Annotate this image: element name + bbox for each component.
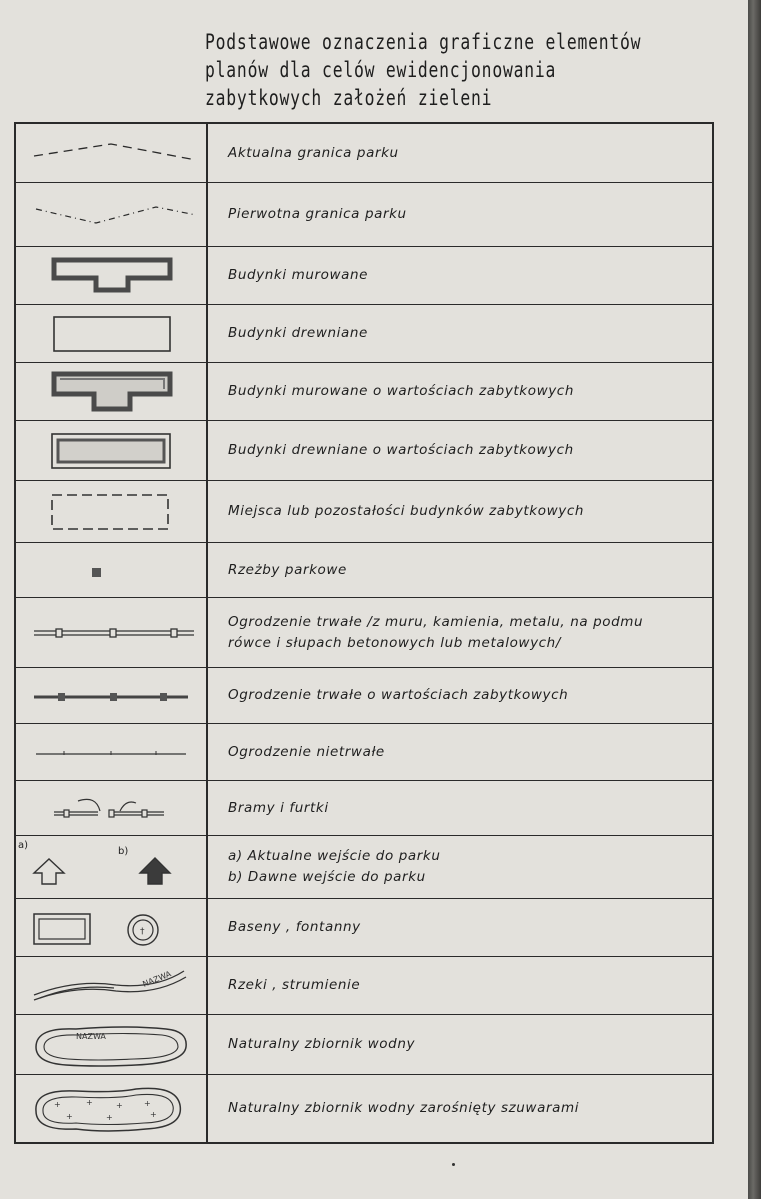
dash-dot-line-symbol — [16, 183, 206, 246]
legend-row-historic-fence — [16, 668, 712, 724]
label-line-2: rówce i słupach betonowych lub metalowych/ — [228, 634, 561, 651]
svg-text:+: + — [66, 1112, 73, 1121]
legend-row-entrances — [16, 836, 712, 899]
legend-label: Rzeki , strumienie — [228, 977, 361, 993]
legend-label: Naturalny zbiornik wodny zarośnięty szuwarami — [228, 1100, 580, 1116]
legend-label: Naturalny zbiornik wodny — [228, 1036, 416, 1052]
mark-a: a) — [18, 840, 29, 851]
dash-line-symbol — [16, 124, 206, 182]
fence-thin-line-symbol — [16, 724, 206, 780]
legend-label: Budynki murowane o wartościach zabytkowych — [228, 383, 574, 399]
label-line-1: Ogrodzenie trwałe /z muru, kamienia, metalu, na podmu — [228, 613, 644, 630]
document-title — [205, 28, 642, 112]
legend-row-permanent-fence — [16, 598, 712, 668]
legend-row-rivers — [16, 957, 712, 1015]
legend-label — [228, 598, 706, 667]
ink-dot — [452, 1163, 455, 1166]
svg-text:+: + — [86, 1098, 93, 1107]
legend-label: Rzeżby parkowe — [228, 561, 347, 578]
sculpture-symbol — [16, 543, 206, 597]
historic-wooden-building-symbol — [16, 421, 206, 480]
legend-row-gates — [16, 781, 712, 836]
legend-label: Budynki drewniane o wartościach zabytkowych — [228, 442, 574, 458]
reedy-pond-symbol — [16, 1075, 206, 1142]
legend-label: Ogrodzenie nietrwałe — [228, 743, 385, 760]
svg-text:+: + — [106, 1113, 113, 1122]
legend-row-wooden-buildings — [16, 305, 712, 363]
legend-label: Pierwotna granica parku — [228, 206, 407, 222]
dashed-rectangle-symbol — [16, 481, 206, 542]
legend-row-temporary-fence — [16, 724, 712, 781]
legend-row-original-boundary — [16, 183, 712, 247]
legend-row-historic-wooden — [16, 421, 712, 481]
legend-row-reedy-pond — [16, 1075, 712, 1142]
mark-b: b) — [118, 846, 129, 857]
gate-arc-symbol — [16, 781, 206, 835]
legend-row-current-boundary — [16, 124, 712, 183]
entrance-arrows-symbol — [16, 836, 206, 898]
svg-text:+: + — [54, 1100, 61, 1109]
pool-fountain-symbol — [16, 899, 206, 956]
legend-row-historic-brick — [16, 363, 712, 421]
legend-label: Baseny , fontanny — [228, 919, 361, 935]
svg-text:+: + — [144, 1099, 151, 1108]
title-line-3: zabytkowych założeń zieleni — [205, 86, 493, 110]
brick-building-symbol — [16, 247, 206, 304]
svg-text:†: † — [140, 927, 145, 937]
legend-row-natural-pond — [16, 1015, 712, 1075]
legend-label: Budynki drewniane — [228, 325, 368, 341]
legend-label: Miejsca lub pozostałości budynków zabytkowych — [228, 503, 584, 519]
legend-label: Budynki murowane — [228, 267, 369, 283]
legend-label: Bramy i furtki — [228, 799, 329, 816]
title-line-1: Podstawowe oznaczenia graficzne elementów — [205, 30, 642, 54]
legend-label — [228, 836, 706, 898]
historic-brick-building-symbol — [16, 363, 206, 420]
fence-thick-line-symbol — [16, 668, 206, 723]
wooden-building-symbol — [16, 305, 206, 362]
fence-double-line-symbol — [16, 598, 206, 667]
legend-row-pools — [16, 899, 712, 957]
label-line-2: b) Dawne wejście do parku — [228, 869, 426, 885]
legend-row-brick-buildings — [16, 247, 712, 305]
pond-name-text: NAZWA — [76, 1032, 106, 1041]
title-line-2: planów dla celów ewidencjonowania — [205, 58, 557, 82]
svg-text:+: + — [150, 1110, 157, 1119]
legend-label: Aktualna granica parku — [228, 144, 399, 161]
legend-table — [14, 122, 714, 1144]
pond-symbol — [16, 1015, 206, 1074]
legend-row-building-remains — [16, 481, 712, 543]
svg-text:+: + — [116, 1101, 123, 1110]
book-edge — [748, 0, 761, 1199]
legend-label: Ogrodzenie trwałe o wartościach zabytkowych — [228, 687, 569, 703]
legend-row-sculptures — [16, 543, 712, 598]
label-line-1: a) Aktualne wejście do parku — [228, 848, 441, 864]
river-name-text: NAZWA — [141, 969, 173, 989]
river-symbol — [16, 957, 206, 1014]
